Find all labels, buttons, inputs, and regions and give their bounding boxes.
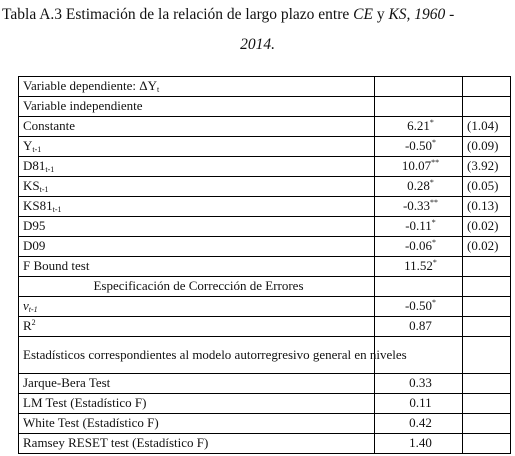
- caption-years-start: , 1960 -: [406, 6, 455, 23]
- diag-row-se: [463, 374, 511, 394]
- diag-label: Jarque-Bera Test: [23, 375, 111, 391]
- fbound-value: 11.52: [404, 258, 433, 274]
- caption-prefix: Tabla A.3 Estimación de la relación de largo plazo entre: [2, 6, 354, 23]
- coef-row-label: [19, 237, 375, 257]
- coef-row-se: (0.02): [463, 217, 511, 237]
- table-caption: [2, 6, 515, 24]
- ecm-v-row-se: [463, 297, 511, 317]
- diag-header-row-label: [19, 337, 407, 374]
- empty-cell: [463, 97, 511, 117]
- independent-label: Variable independiente: [19, 97, 375, 117]
- variable-name: D09: [23, 238, 46, 254]
- diag-row: [19, 394, 511, 414]
- significance-stars: *: [431, 218, 436, 228]
- coef-row-value: [375, 117, 463, 137]
- ecm-header-row-value: [375, 277, 463, 297]
- diag-row-se: [463, 434, 511, 454]
- ecm-v-sub: t-1: [28, 305, 38, 315]
- empty-cell: [375, 77, 463, 97]
- diag-row: [19, 434, 511, 454]
- coef-row-se: (1.04): [463, 117, 511, 137]
- coef-row-value: [375, 217, 463, 237]
- variable-subscript: t-1: [52, 205, 62, 215]
- r2-row-se: [463, 317, 511, 337]
- coefficient: -0.06: [404, 238, 433, 254]
- variable-name: D95: [23, 218, 46, 234]
- ecm-title: Especificación de Corrección de Errores: [93, 278, 304, 294]
- coef-row-value: [375, 137, 463, 157]
- ecm-v-row-label: [19, 297, 375, 317]
- ecm-header-row-label: [19, 277, 375, 297]
- caption-var-ks: KS: [388, 6, 407, 23]
- coef-row-se: (3.92): [463, 157, 511, 177]
- fbound-row-label: [19, 257, 375, 277]
- caption-years-end: 2014.: [240, 36, 275, 53]
- r2-row-value: [375, 317, 463, 337]
- diag-value: 1.40: [409, 435, 432, 451]
- coef-row-se: (0.13): [463, 197, 511, 217]
- empty-cell: [463, 77, 511, 97]
- diag-row-se: [463, 414, 511, 434]
- empty-cell: [375, 97, 463, 117]
- diag-header-row-se: [463, 337, 511, 374]
- diag-value: 0.11: [409, 395, 432, 411]
- coef-row: [19, 197, 511, 217]
- variable-name: D81: [23, 158, 46, 174]
- r2-row: [19, 317, 511, 337]
- coef-row: [19, 137, 511, 157]
- significance-stars: *: [429, 118, 434, 128]
- independent-row: [19, 97, 511, 117]
- coef-row: [19, 237, 511, 257]
- diag-row-label: [19, 434, 375, 454]
- ecm-v-row: [19, 297, 511, 317]
- coefficient: 6.21: [407, 118, 430, 134]
- ecm-header-row-se: [463, 277, 511, 297]
- dependent-row: [19, 77, 511, 97]
- coef-row-label: [19, 177, 375, 197]
- coefficient: -0.11: [405, 218, 432, 234]
- coefficient: 0.28: [407, 178, 430, 194]
- coef-row-value: [375, 177, 463, 197]
- coef-row-label: [19, 197, 375, 217]
- variable-name: KS: [23, 178, 40, 194]
- variable-name: KS81: [23, 198, 53, 214]
- diag-row: [19, 374, 511, 394]
- coef-row: [19, 157, 511, 177]
- significance-stars: **: [431, 158, 440, 168]
- diag-row-value: [375, 374, 463, 394]
- diag-value: 0.42: [409, 415, 432, 431]
- coef-row-label: [19, 157, 375, 177]
- diag-row: [19, 414, 511, 434]
- coef-row: [19, 117, 511, 137]
- fbound-row-se: [463, 257, 511, 277]
- r2-value: 0.87: [409, 318, 432, 334]
- significance-stars: *: [432, 138, 437, 148]
- diag-row-se: [463, 394, 511, 414]
- ecm-v-row-value: [375, 297, 463, 317]
- coef-row-se: (0.05): [463, 177, 511, 197]
- variable-name: Constante: [23, 118, 75, 134]
- dependent-sub: t: [156, 85, 160, 95]
- variable-subscript: t-1: [39, 185, 49, 195]
- diag-row-label: [19, 394, 375, 414]
- coef-row-se: (0.02): [463, 237, 511, 257]
- variable-subscript: t-1: [45, 165, 55, 175]
- fbound-row: [19, 257, 511, 277]
- coef-row-label: [19, 137, 375, 157]
- caption-conj: y: [372, 6, 389, 23]
- significance-stars: **: [430, 198, 439, 208]
- r2-sup: 2: [31, 318, 36, 328]
- diag-label: LM Test (Estadístico F): [23, 395, 147, 411]
- diag-title: Estadísticos correspondientes al modelo autorregresivo general en niveles: [23, 346, 407, 362]
- coef-row-value: [375, 237, 463, 257]
- diag-row-label: [19, 374, 375, 394]
- significance-stars: *: [432, 238, 437, 248]
- diag-label: Ramsey RESET test (Estadístico F): [23, 435, 209, 451]
- fbound-label: F Bound test: [23, 258, 90, 274]
- significance-stars: *: [432, 298, 437, 308]
- diag-row-value: [375, 414, 463, 434]
- dependent-label: [19, 77, 375, 97]
- ecm-v-label: ν: [23, 298, 29, 314]
- coef-row-label: [19, 117, 375, 137]
- coef-row-se: (0.09): [463, 137, 511, 157]
- coefficient: -0.33: [402, 198, 431, 214]
- coef-row: [19, 177, 511, 197]
- coefficient: 10.07: [401, 158, 432, 174]
- diag-header-row: [19, 337, 511, 374]
- variable-subscript: t-1: [32, 145, 42, 155]
- ecm-header-row: [19, 277, 511, 297]
- significance-stars: *: [432, 258, 437, 268]
- diag-label: White Test (Estadístico F): [23, 415, 159, 431]
- r2-label: R: [23, 318, 32, 334]
- coef-row-label: [19, 217, 375, 237]
- variable-name: Y: [23, 138, 33, 154]
- caption-var-ce: CE: [353, 6, 373, 23]
- diag-value: 0.33: [409, 375, 432, 391]
- ecm-v-value: -0.50: [404, 298, 433, 314]
- regression-table: [18, 76, 511, 454]
- dependent-text: Variable dependiente: ΔY: [23, 78, 157, 94]
- coef-row: [19, 217, 511, 237]
- coefficient: -0.50: [404, 138, 433, 154]
- coef-row-value: [375, 157, 463, 177]
- r2-row-label: [19, 317, 375, 337]
- significance-stars: *: [429, 178, 434, 188]
- diag-row-value: [375, 394, 463, 414]
- coef-row-value: [375, 197, 463, 217]
- diag-row-value: [375, 434, 463, 454]
- diag-row-label: [19, 414, 375, 434]
- fbound-row-value: [375, 257, 463, 277]
